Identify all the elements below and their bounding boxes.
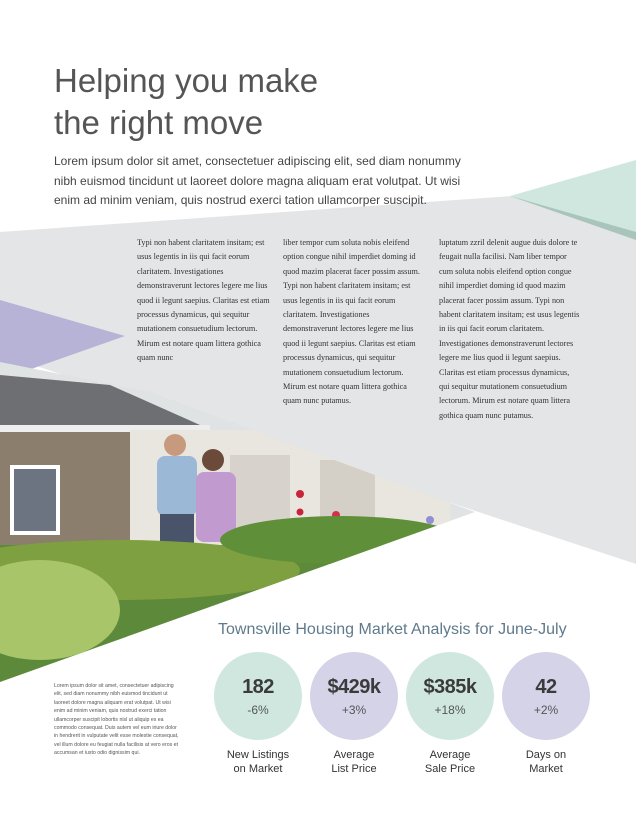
stat-circle (214, 652, 302, 740)
stat-label-line-2: List Price (331, 763, 377, 775)
stat-value: 182 (242, 676, 274, 698)
stat-label-line-1: Days on (525, 749, 567, 761)
intro-paragraph: Lorem ipsum dolor sit amet, consectetuer adipiscing elit, sed diam nonummy nibh euismod tincidunt ut laoreet dolore magna aliquam erat volutpat. Ut wisi enim ad minim veniam, quis nostrud exerci tation ullamcorper suscipit. (54, 154, 461, 207)
market-analysis-title: Townsville Housing Market Analysis for June-July (218, 621, 567, 638)
stat-label (405, 748, 495, 776)
stat-change: -6% (247, 703, 269, 717)
body-column-3: luptatum zzril delenit augue duis dolore te feugait nulla facilisi. Nam liber tempor cum soluta nobis eleifend option congue nihil imperdiet doming id quod mazim placerat facer possim assum. Typi non habent claritatem insitam; est usus legentis in iis qui facit eorum claritatem. Investigationes demonstraverunt lectores legere me lius quod ii legunt saepius. Claritas est etiam processus dynamicus, qui sequitur mutationem consuetudium lectorum. Mirum est notare quam littera gothica quam nunc putamus. (439, 238, 580, 420)
stat-label (501, 748, 591, 776)
stat-average-list-price (309, 652, 399, 776)
stat-change: +18% (434, 703, 466, 717)
body-column-1: Typi non habent claritatem insitam; est usus legentis in iis qui facit eorum claritatem. Investigationes demonstraverunt lectores legere me lius quod ii legunt saepius. Claritas est etiam processus dynamicus, qui sequitur mutationem consuetudium lectorum. Mirum est notare quam littera gothica quam nunc (137, 238, 270, 363)
stat-circle (310, 652, 398, 740)
stat-value: 42 (535, 676, 557, 698)
stat-average-sale-price (405, 652, 495, 776)
stat-circle (406, 652, 494, 740)
stat-days-on-market (501, 652, 591, 776)
stat-label-line-2: Market (529, 763, 563, 775)
heading-line-1: Helping you make (54, 62, 319, 99)
stat-circle (502, 652, 590, 740)
stat-label-line-2: on Market (233, 763, 283, 775)
page-heading (54, 60, 494, 144)
body-column-2: liber tempor cum soluta nobis eleifend option congue nihil imperdiet doming id quod mazim placerat facer possim assum. Typi non habent claritatem insitam; est usus legentis in iis qui facit eorum claritatem. Investigationes demonstraverunt lectores legere me lius quod ii legunt saepius. Claritas est etiam processus dynamicus, qui sequitur mutationem consuetudium lectorum. Mirum est notare quam littera gothica quam nunc putamus. (283, 238, 420, 406)
heading-line-2: the right move (54, 104, 264, 141)
stat-label-line-1: Average (429, 749, 471, 761)
stat-change: +3% (341, 703, 367, 717)
sidebar-small-text: Lorem ipsum dolor sit amet, consectetuer adipiscing elit, sed diam nonummy nibh euismod tincidunt ut laoreet dolore magna aliquam erat volutpat. Ut wisi enim ad minim veniam, quis nostrud exerci tation ullamcorper suscipit lobortis nisl ut aliquip ex ea commodo consequat. Duis autem vel eum iriure dolor in hendrerit in vulputate velit esse molestie consequat, vel illum dolore eu feugiat nulla facilisis at vero eros et accumsan et iusto odio dignissim qui. (54, 683, 179, 757)
stat-label-line-2: Sale Price (424, 763, 476, 775)
stat-change: +2% (533, 703, 559, 717)
stat-new-listings (213, 652, 303, 776)
stat-label (213, 748, 303, 776)
stat-label-line-1: New Listings (226, 749, 290, 761)
stat-label (309, 748, 399, 776)
stat-value: $385k (423, 676, 477, 698)
stat-value: $429k (327, 676, 381, 698)
stat-label-line-1: Average (333, 749, 375, 761)
